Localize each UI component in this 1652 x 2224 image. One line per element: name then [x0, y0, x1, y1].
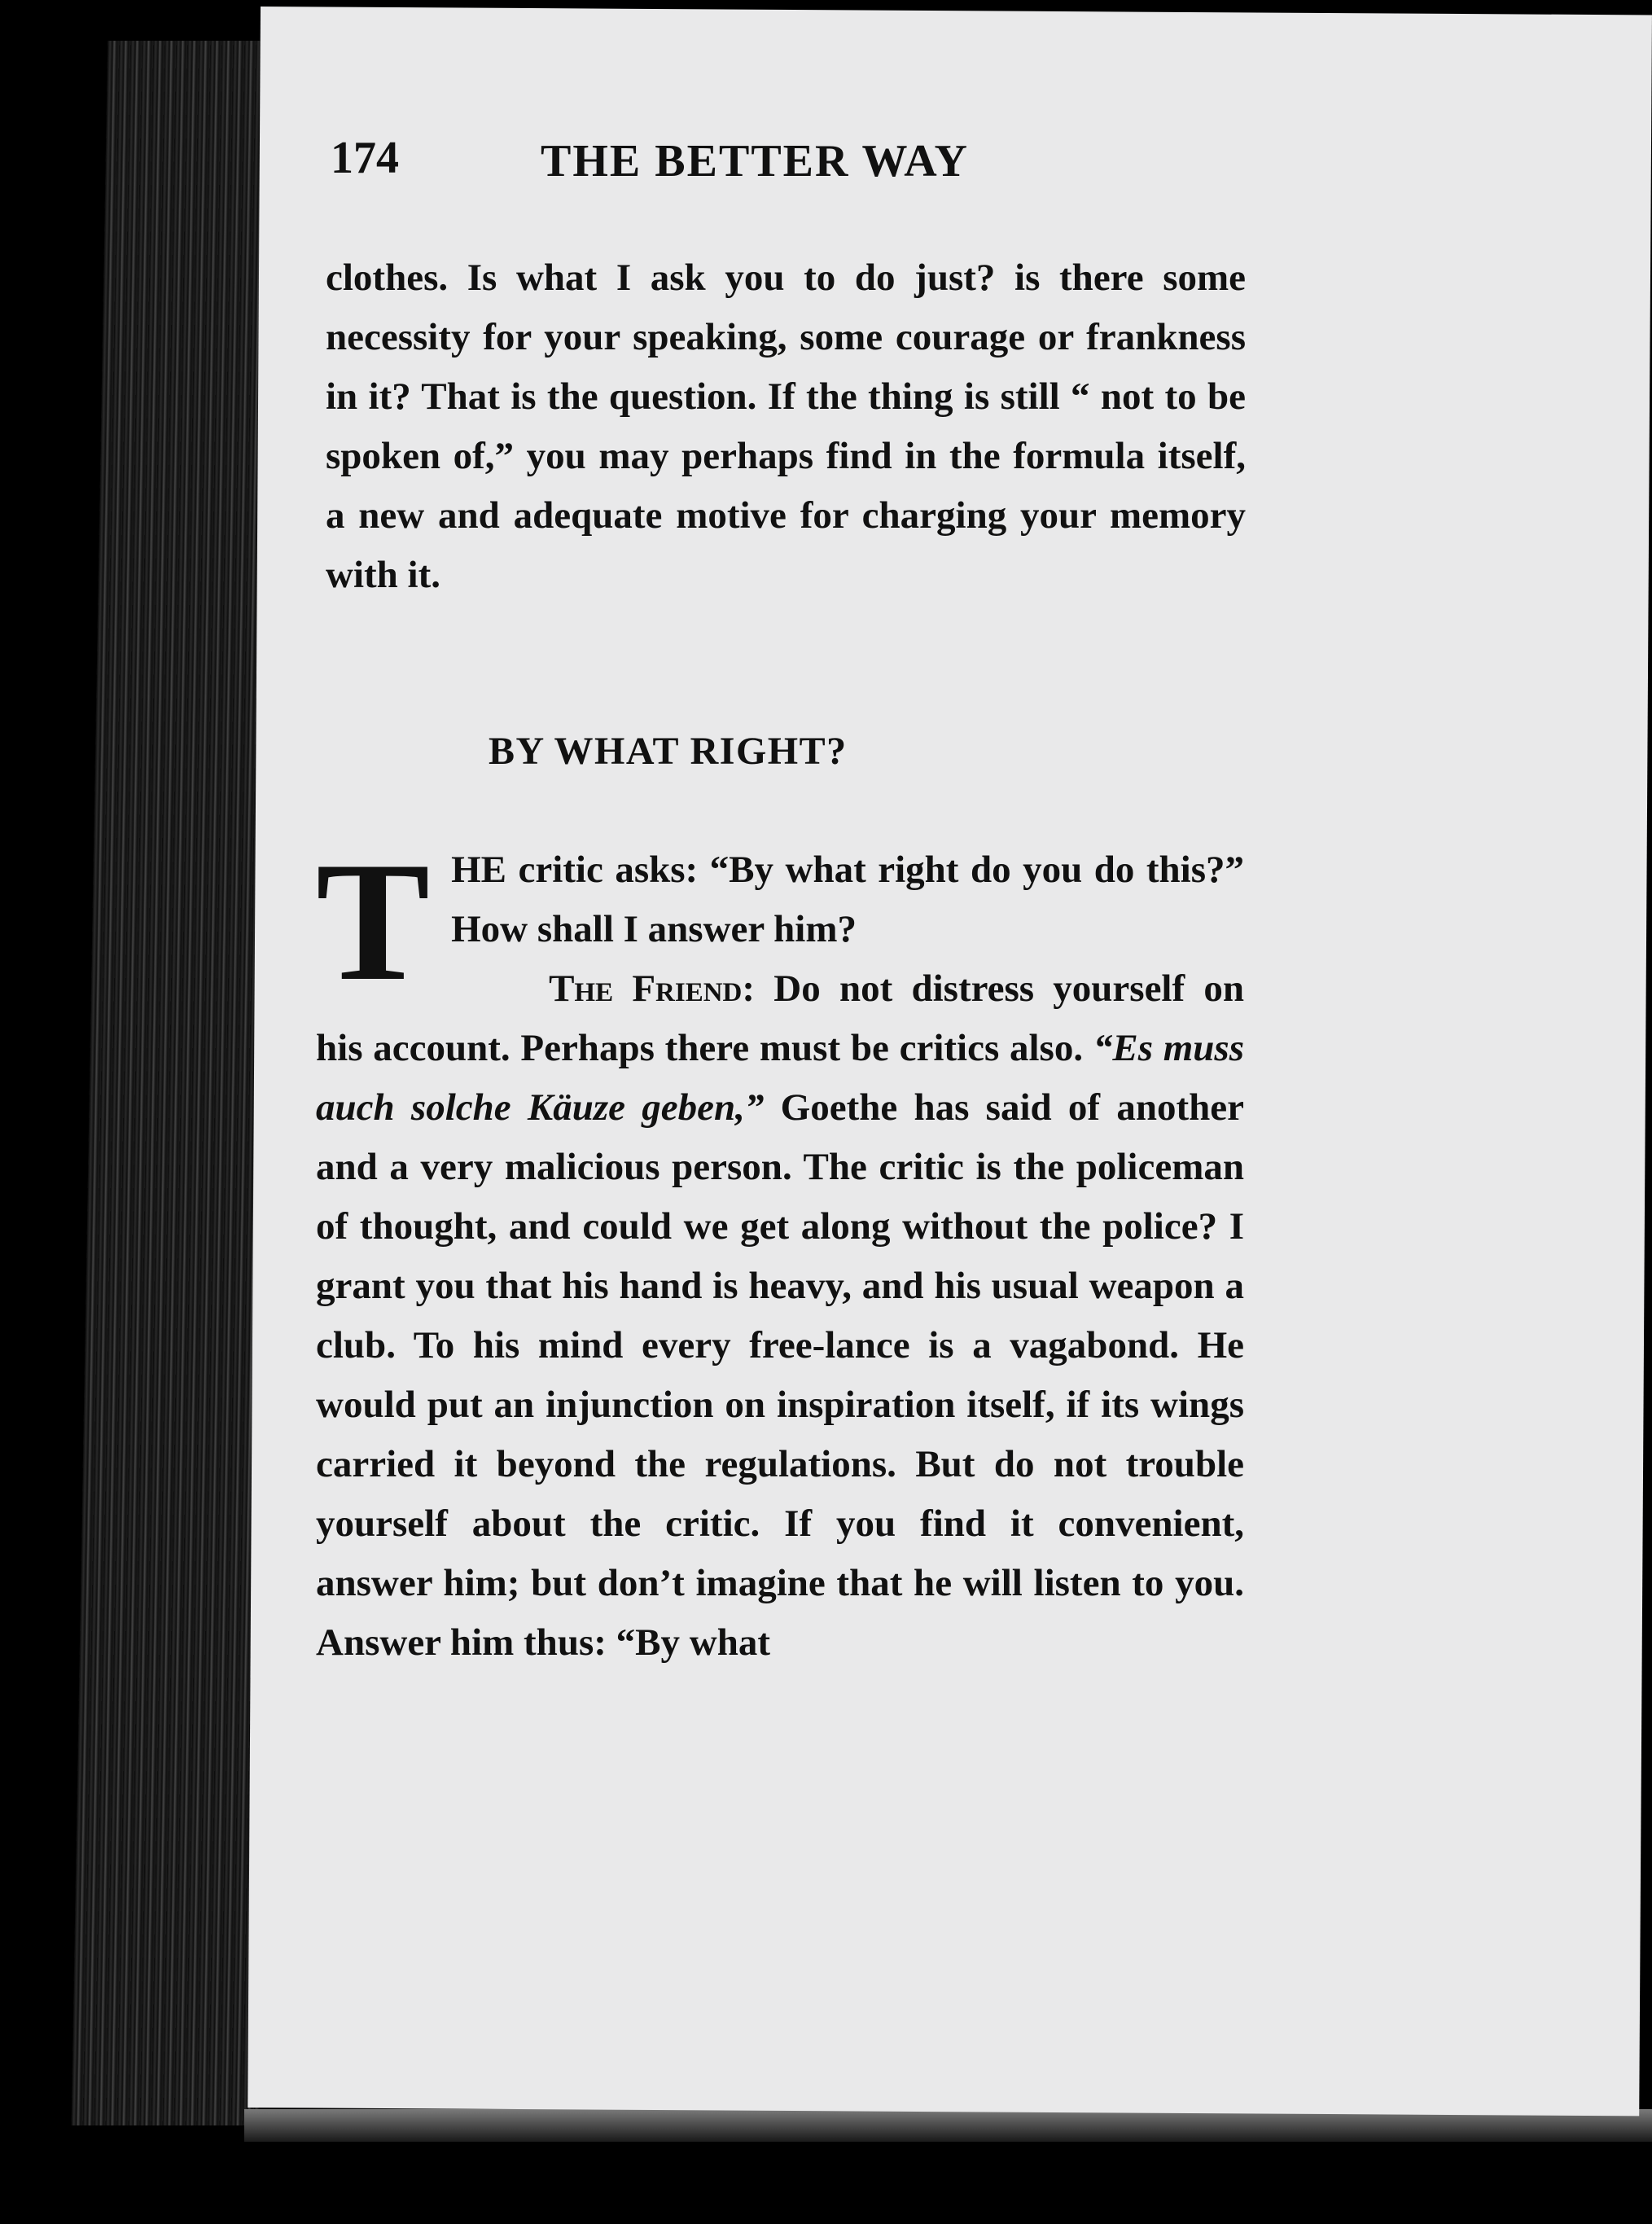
body-text-before-quote: Do not distress yourself on his account. Perhaps there must be critics also. [316, 967, 1245, 1069]
opening-text: HE critic asks: “By what right do you do this?” How shall I answer him? [451, 849, 1244, 950]
german-quote: “Es muss auch solche Käuze geben,” [316, 1027, 1245, 1129]
section-body [316, 827, 1245, 1673]
body-text-after-quote: Goethe has said of another and a very malicious person. The critic is the policeman of thought, and could we get along without the police? I grant you that his hand is heavy, and his usual weapon a club. To his mind every free-lance is a vagabond. He would put an injunction on inspiration itself, if its wings carried it beyond the regulations. But do not trouble yourself about the critic. If you find it convenient, answer him; but don’t imagine that he will listen to you. Answer him thus: “By what [316, 1086, 1244, 1664]
running-title: THE BETTER WAY [541, 136, 969, 186]
page-number: 174 [331, 133, 399, 183]
speaker-label: The Friend [549, 967, 743, 1010]
drop-cap: T [316, 827, 431, 1016]
speaker-colon: : [742, 967, 756, 1010]
section-heading: BY WHAT RIGHT? [489, 730, 848, 773]
continued-paragraph: clothes. Is what I ask you to do just? is there some necessity for your speaking, some courage or frankness in it? That is the question. If the thing is still “ not to be spoken of,” you may perhaps find in the formula itself, a new and adequate motive for charging your memory with it. [326, 257, 1246, 596]
running-head [331, 132, 1259, 197]
